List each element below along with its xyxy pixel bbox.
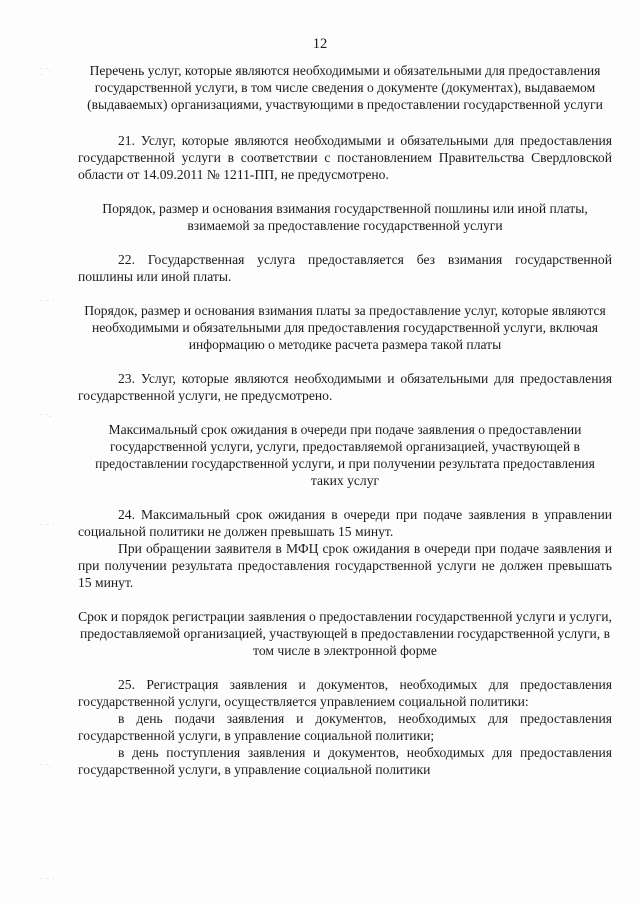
- section-heading-required-services: Перечень услуг, которые являются необходимыми и обязательными для предоставления государственной услуги, в том числе сведения о документе (документах), выдаваемом (выдаваемых) организациями, участвующими в предоставлении государственной услуги: [87, 63, 603, 112]
- scan-speck: · · ·: [40, 297, 56, 305]
- document-body: [78, 62, 612, 778]
- paragraph-25-receipt-day: в день поступления заявления и документов, необходимых для предоставления государственной услуги, в управление социальной политики: [78, 745, 612, 777]
- section-heading-registration: Срок и порядок регистрации заявления о предоставлении государственной услуги и услуги, предоставляемой организацией, участвующей в предоставлении государственной услуги, в том числе в электронной форме: [78, 609, 612, 658]
- page-number: 12: [312, 36, 328, 52]
- paragraph-23: 23. Услуг, которые являются необходимыми и обязательными для предоставления государственной услуги, не предусмотрено.: [78, 371, 612, 403]
- scan-speck: · ·.: [40, 761, 53, 769]
- paragraph-25: 25. Регистрация заявления и документов, необходимых для предоставления государственной услуги, осуществляется управлением социальной политики:: [78, 677, 612, 709]
- paragraph-22: 22. Государственная услуга предоставляется без взимания государственной пошлины или иной платы.: [78, 252, 612, 284]
- paragraph-24-mfc: При обращении заявителя в МФЦ срок ожидания в очереди при подаче заявления и при получении результата предоставления государственной услуги не должен превышать 15 минут.: [78, 541, 612, 590]
- paragraph-25-same-day: в день подачи заявления и документов, необходимых для предоставления государственной услуги, в управление социальной политики;: [78, 711, 612, 743]
- scan-speck: · ·.: [40, 411, 53, 419]
- section-heading-queue-time: Максимальный срок ожидания в очереди при подаче заявления о предоставлении государственной услуги, услуги, предоставляемой организацией, участвующей в предоставлении государственной услуги, и при получении результата предоставления таких услуг: [95, 422, 595, 488]
- paragraph-24: 24. Максимальный срок ожидания в очереди при подаче заявления в управлении социальной политики не должен превышать 15 минут.: [78, 507, 612, 539]
- scan-speck: · · ·: [40, 875, 56, 883]
- scan-speck: · ·. ·: [40, 65, 53, 79]
- paragraph-21: 21. Услуг, которые являются необходимыми и обязательными для предоставления государственной услуги в соответствии с постановлением Правительства Свердловской области от 14.09.2011 № 1211-ПП, не предусмотрено.: [78, 133, 612, 182]
- scan-speck: · · ·: [40, 521, 56, 529]
- section-heading-fee-method: Порядок, размер и основания взимания платы за предоставление услуг, которые являются необходимыми и обязательными для предоставления государственной услуги, включая информацию о методике расчета размера такой платы: [84, 303, 606, 352]
- section-heading-state-fee: Порядок, размер и основания взимания государственной пошлины или иной платы, взимаемой за предоставление государственной услуги: [102, 201, 588, 233]
